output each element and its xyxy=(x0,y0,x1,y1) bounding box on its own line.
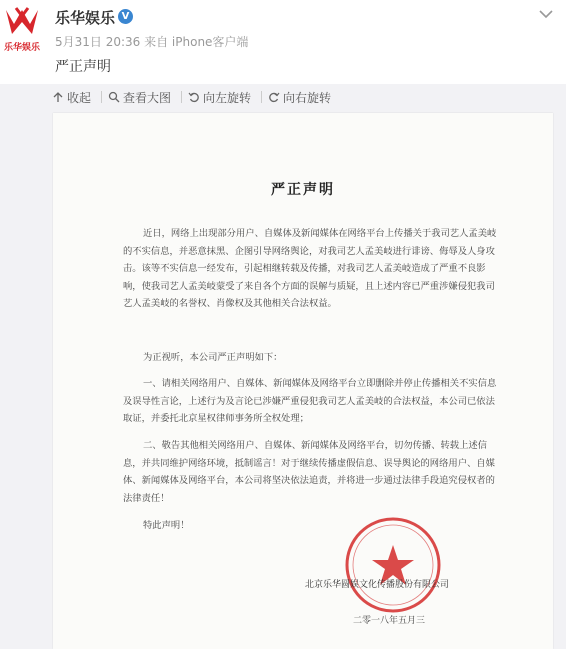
rotate-left-button[interactable] xyxy=(188,89,251,106)
signature-date: 二零一八年五月三 xyxy=(353,616,426,626)
logo-text: 乐华娱乐 xyxy=(4,43,41,53)
post-header xyxy=(0,0,566,84)
magnifier-icon xyxy=(108,91,120,103)
company-seal-icon xyxy=(343,515,443,615)
verified-badge-icon: V xyxy=(118,9,133,24)
signature-company: 北京乐华圆娱文化传播股份有限公司 xyxy=(305,580,450,590)
rotate-left-label: 向左旋转 xyxy=(203,90,252,105)
rotate-left-icon xyxy=(188,91,200,103)
statement-paragraph-2: 为正视听，本公司严正声明如下： xyxy=(143,352,283,363)
statement-paragraph-4: 二、敬告其他相关网络用户、自媒体、新闻媒体及网络平台，切勿传播、转载上述信息，并共同维护网络环境，抵制谣言！对于继续传播虚假信息、误导舆论的网络用户、自媒体、新闻媒体及网络平台，本公司将坚决依法追责，并将进一步通过法律手段追究侵权者的法律责任！ xyxy=(123,440,495,504)
divider xyxy=(261,91,262,103)
post-meta: 5月31日 20:36 来自 iPhone客户端 xyxy=(55,35,249,49)
statement-image[interactable] xyxy=(53,113,553,649)
collapse-button[interactable] xyxy=(52,89,91,106)
statement-paragraph-5: 特此声明！ xyxy=(143,520,190,531)
statement-title: 严正声明 xyxy=(271,182,335,198)
rotate-right-icon xyxy=(268,91,280,103)
rotate-right-button[interactable] xyxy=(268,89,331,106)
view-large-button[interactable] xyxy=(108,89,171,106)
post-text: 严正声明 xyxy=(55,59,111,75)
statement-paragraph-1: 近日，网络上出现部分用户、自媒体及新闻媒体在网络平台上传播关于我司艺人孟美岐的不实信息，并恶意抹黑、企图引导网络舆论，对我司艺人孟美岐进行诽谤、侮辱及人身攻击。该等不实信息一经发布，引起相继转载及传播，对我司艺人孟美岐造成了严重不良影响，使我司艺人孟美岐蒙受了来自各个方面的误解与质疑，且上述内容已严重涉嫌侵犯我司艺人孟美岐的名誉权、肖像权及其他相关合法权益。 xyxy=(123,228,497,309)
statement-paragraph-3: 一、请相关网络用户、自媒体、新闻媒体及网络平台立即删除并停止传播相关不实信息及误导性言论，上述行为及言论已涉嫌严重侵犯我司艺人孟美岐的合法权益，本公司已依法取证，并委托北京星权律师事务所全权处理； xyxy=(123,378,497,424)
image-toolbar xyxy=(52,84,335,110)
view-large-label: 查看大图 xyxy=(123,90,172,105)
author-name[interactable]: 乐华娱乐 xyxy=(55,9,116,27)
chevron-down-icon[interactable] xyxy=(536,4,556,24)
collapse-arrow-icon xyxy=(52,91,64,103)
divider xyxy=(101,91,102,103)
rotate-right-label: 向右旋转 xyxy=(283,90,332,105)
avatar[interactable] xyxy=(2,4,42,58)
collapse-label: 收起 xyxy=(67,90,92,105)
divider xyxy=(181,91,182,103)
